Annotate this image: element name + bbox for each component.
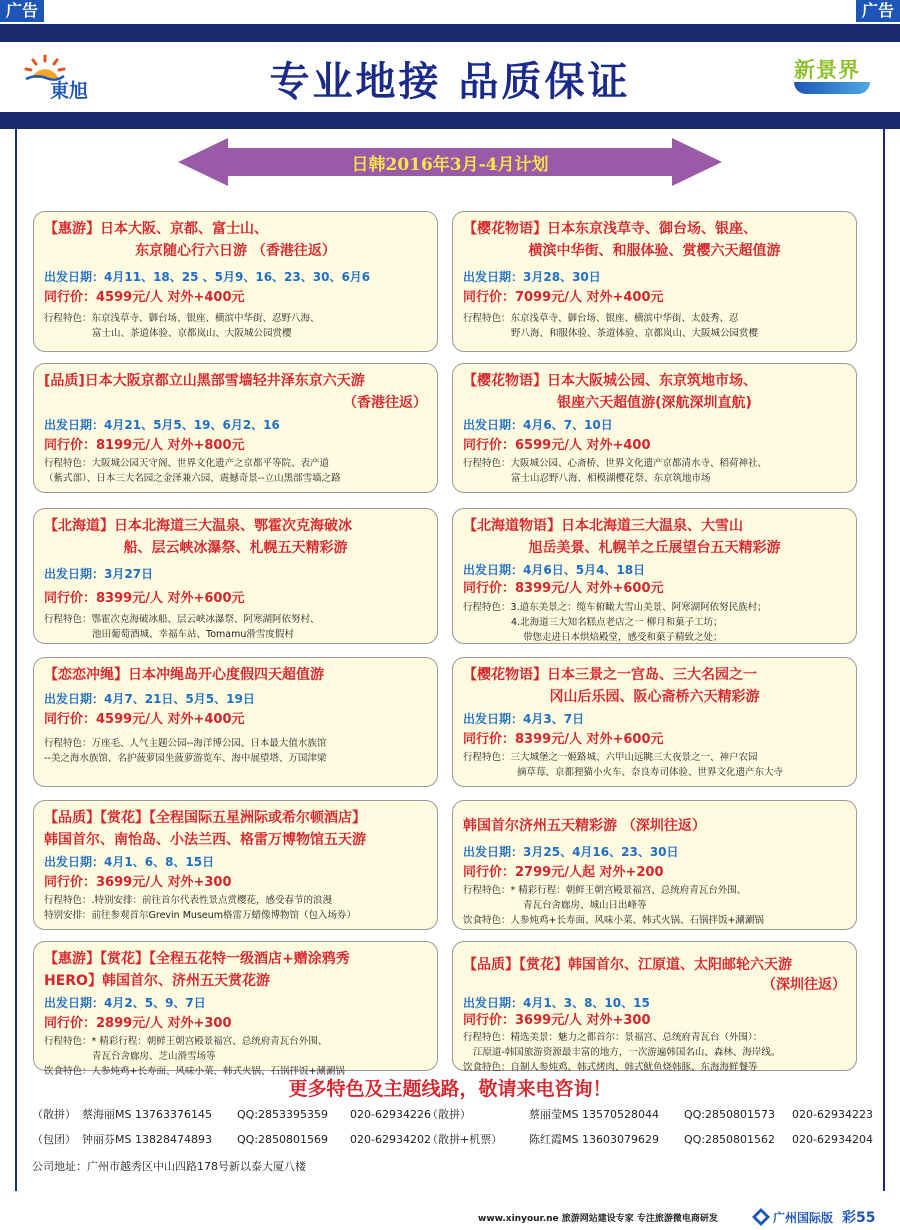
tour-title: 【惠游】【赏花】【全程五花特一级酒店+赠涂鸦秀: [44, 951, 350, 967]
tour-feature: 大阪城公园天守阁、世界文化遗产之京都平等院、表产道: [91, 458, 330, 469]
contact-category: （散拼）: [32, 1108, 76, 1121]
contact-name-phone[interactable]: 陈红霞MS 13603079629: [529, 1133, 659, 1146]
tour-title-line2: 东京随心行六日游 （香港往返）: [135, 243, 336, 259]
page-footer: [0, 1205, 900, 1230]
price-label: 同行价：: [463, 732, 516, 747]
tour-feature-line2: --美之海水族馆、名护菠萝园坐菠萝游览车、海中展望塔、万国津梁: [44, 753, 327, 764]
tour-dates: 4月7、21日、5月5、19日: [104, 692, 255, 706]
tour-card[interactable]: [33, 657, 438, 787]
tour-card[interactable]: [33, 800, 438, 930]
special-label: 特别安排：: [44, 910, 92, 921]
tour-card[interactable]: [452, 941, 857, 1071]
feature-label: 行程特色：: [44, 1036, 92, 1047]
tour-dates: 3月25、4月16、23、30日: [523, 845, 679, 859]
tour-title: 【北海道物语】日本北海道三大温泉、大雪山: [463, 518, 743, 534]
tour-title-line2: 韩国首尔、南怡岛、小法兰西、格雷万博物馆五天游: [44, 832, 366, 848]
tour-feature-line2: 青瓦台舍廊房、芝山滑雪场等: [92, 1051, 216, 1062]
tour-feature: .特别安排：前往首尔代表性景点赏樱花，感受春节的浪漫: [91, 895, 333, 906]
feature-label: 行程特色：: [463, 885, 511, 896]
contact-qq[interactable]: QQ:2850801569: [237, 1133, 329, 1146]
contact-qq[interactable]: QQ:2850801573: [684, 1108, 776, 1121]
contact-category: （散拼+机票）: [427, 1133, 503, 1146]
tour-feature-line2: 前往参观首尔Grevin Museum格雷万蜡像博物馆（包入场券）: [91, 910, 357, 921]
plan-banner: [178, 138, 722, 186]
dates-label: 出发日期：: [463, 563, 524, 577]
frame-line-left: [15, 129, 17, 1191]
tour-feature-line3: 带您走进日本烘焙殿堂，感受和菓子精致之处；: [523, 632, 723, 643]
contact-tel[interactable]: 020-62934223: [792, 1108, 873, 1121]
contact-tel[interactable]: 020-62934204: [792, 1133, 873, 1146]
food-label: 饮食特色：: [463, 1062, 511, 1073]
tour-feature-line2: 池田葡萄酒城、幸福车站、Tomamu滑雪度假村: [92, 629, 294, 640]
tour-title-line2: 银座六天超值游(深航深圳直航): [557, 395, 752, 411]
contact-list: [32, 1102, 872, 1152]
dates-label: 出发日期：: [44, 270, 105, 284]
xinjingjie-logo: [794, 54, 874, 100]
tour-title: 【品质】【赏花】【全程国际五星洲际或希尔顿酒店】: [44, 810, 366, 826]
tour-feature: * 精彩行程：朝鲜王朝宫殿景福宫、总统府青瓦台外围、: [510, 885, 747, 896]
ad-label-left: 广告: [0, 0, 44, 22]
tour-title-line2: 旭岳美景、札幌羊之丘展望台五天精彩游: [528, 540, 781, 556]
company-address: 公司地址：广州市越秀区中山四路178号新以泰大厦八楼: [32, 1160, 306, 1173]
contact-row: [32, 1102, 872, 1127]
tour-price: 4599元/人 对外+400元: [96, 712, 245, 727]
tour-title-line2: （深圳往返）: [762, 977, 846, 993]
contact-category: （包团）: [32, 1133, 76, 1146]
xinjingjie-logo-text: 新景界: [794, 58, 860, 82]
more-routes-callout: 更多特色及主题线路，敬请来电咨询！: [288, 1078, 612, 1100]
dates-label: 出发日期：: [463, 270, 524, 284]
page-header: [0, 42, 900, 112]
frame-line-right: [883, 129, 885, 1191]
price-label: 同行价：: [44, 875, 97, 890]
price-label: 同行价：: [463, 581, 516, 596]
tour-feature: 三大城堡之一姬路城、六甲山远眺三大夜景之一、神户农园: [510, 752, 758, 763]
publication-name: 广州国际版: [773, 1211, 834, 1225]
tour-dates: 4月3、7日: [523, 712, 585, 726]
publication-badge-icon: [752, 1208, 770, 1226]
tour-dates: 4月1、6、8、15日: [104, 855, 215, 869]
contact-name-phone[interactable]: 蔡海丽MS 13763376145: [82, 1108, 212, 1121]
price-label: 同行价：: [44, 438, 97, 453]
contact-name-phone[interactable]: 钟丽芬MS 13828474893: [82, 1133, 212, 1146]
tour-food: 自制人参炖鸡、韩式烤肉、韩式鱿鱼烧韩豚、东海海鲜餐等: [510, 1062, 758, 1073]
tour-card[interactable]: [33, 508, 438, 644]
tour-title-line2: 冈山后乐园、阪心斋桥六天精彩游: [549, 689, 760, 705]
page-number: 彩55: [842, 1210, 876, 1226]
tour-title: 【恋恋冲绳】日本冲绳岛开心度假四天超值游: [44, 667, 324, 683]
contact-category: （散拼）: [427, 1108, 471, 1121]
feature-label: 行程特色：: [463, 313, 511, 324]
tour-card[interactable]: [33, 941, 438, 1077]
tour-card[interactable]: [452, 363, 857, 493]
feature-label: 行程特色：: [463, 458, 511, 469]
price-label: 同行价：: [463, 865, 516, 880]
tour-feature-line2: 富士山、茶道体验、京都岚山、大阪城公园赏樱: [92, 328, 292, 339]
contact-row: [32, 1127, 872, 1152]
tour-title-line2: 船、层云峡冰瀑祭、札幌五天精彩游: [123, 540, 348, 556]
tour-feature-line2: 青瓦台舍廊房、城山日出峰等: [523, 900, 647, 911]
dates-label: 出发日期：: [463, 845, 524, 859]
tour-price: 7099元/人 对外+400元: [515, 290, 664, 305]
tour-price: 3699元/人 对外+300: [96, 875, 232, 890]
price-label: 同行价：: [44, 591, 97, 606]
tour-title: 【樱花物语】日本三景之一宫岛、三大名园之一: [463, 667, 757, 683]
contact-tel[interactable]: 020-62934202: [350, 1133, 431, 1146]
tour-title: 【樱花物语】日本东京浅草寺、御台场、银座、: [463, 221, 757, 237]
contact-tel[interactable]: 020-62934226: [350, 1108, 431, 1121]
footer-website[interactable]: www.xinyour.ne 旅游网站建设专家 专注旅游微电商研发: [478, 1214, 718, 1224]
plan-banner-text: 日韩2016年3月-4月计划: [351, 155, 549, 175]
feature-label: 行程特色：: [463, 752, 511, 763]
feature-label: 行程特色：: [44, 458, 92, 469]
price-label: 同行价：: [463, 1013, 516, 1028]
page-headline: 专业地接 品质保证: [269, 59, 631, 105]
tour-feature-line2: 野八海、和服体验、茶道体验、京都岚山、大阪城公园赏樱: [511, 328, 759, 339]
tour-price: 6599元/人 对外+400: [515, 438, 651, 453]
tour-feature: 东京浅草寺、御台场、银座、横滨中华街、忍野八海、: [91, 313, 320, 324]
wave-icon: [794, 82, 870, 94]
tour-title-line2: （香港往返）: [343, 395, 427, 411]
dates-label: 出发日期：: [44, 567, 105, 581]
contact-name-phone[interactable]: 蔡丽莹MS 13570528044: [529, 1108, 659, 1121]
tour-price: 4599元/人 对外+400元: [96, 290, 245, 305]
food-label: 饮食特色：: [463, 915, 511, 926]
header-band-top: [0, 24, 900, 42]
tour-food: 人参炖鸡+长寿面、风味小菜、韩式火锅、石锅拌饭+涮涮锅: [91, 1066, 345, 1077]
tour-title: 韩国首尔济州五天精彩游 （深圳往返）: [463, 818, 706, 834]
tour-dates: 3月27日: [104, 567, 154, 581]
feature-label: 行程特色：: [44, 614, 92, 625]
feature-label: 行程特色：: [44, 313, 92, 324]
tour-title-line2: 横滨中华街、和服体验、赏樱六天超值游: [528, 243, 781, 259]
tour-title: 【惠游】日本大阪、京都、富士山、: [44, 221, 268, 237]
tour-feature: 东京浅草寺、御台场、银座、横滨中华街、太鼓秀、忍: [510, 313, 739, 324]
contact-qq[interactable]: QQ:2850801562: [684, 1133, 776, 1146]
tour-card[interactable]: [33, 211, 438, 352]
tour-price: 8399元/人 对外+600元: [515, 732, 664, 747]
header-band-bottom: [0, 112, 900, 129]
tour-title: 【品质】【赏花】韩国首尔、江原道、太阳邮轮六天游: [463, 957, 792, 973]
tour-card[interactable]: [452, 657, 857, 787]
price-label: 同行价：: [44, 1016, 97, 1031]
tour-price: 8399元/人 对外+600元: [515, 581, 664, 596]
feature-label: 行程特色：: [44, 738, 92, 749]
tour-title-line2: HERO】韩国首尔、济州五天赏花游: [44, 973, 270, 989]
price-label: 同行价：: [463, 290, 516, 305]
food-label: 饮食特色：: [44, 1066, 92, 1077]
price-label: 同行价：: [44, 712, 97, 727]
dates-label: 出发日期：: [44, 418, 105, 432]
tour-feature: 万座毛、人气主题公园--海洋博公园、日本最大值水族馆: [91, 738, 327, 749]
tour-food: 人参炖鸡+长寿面、风味小菜、韩式火锅、石锅拌饭+涮涮锅: [510, 915, 764, 926]
price-label: 同行价：: [44, 290, 97, 305]
tour-dates: 4月21、5月5、19、6月2、16: [104, 418, 280, 432]
tour-price: 8199元/人 对外+800元: [96, 438, 245, 453]
dates-label: 出发日期：: [463, 418, 524, 432]
tour-title: 【北海道】日本北海道三大温泉、鄂霍次克海破冰: [44, 518, 352, 534]
tour-price: 8399元/人 对外+600元: [96, 591, 245, 606]
feature-label: 行程特色：: [463, 1032, 511, 1043]
dates-label: 出发日期：: [463, 712, 524, 726]
tour-feature: 3.道东美景之：缆车俯瞰大雪山美景、阿寒湖阿依努民族村；: [510, 602, 767, 613]
dates-label: 出发日期：: [463, 996, 524, 1010]
dates-label: 出发日期：: [44, 996, 105, 1010]
tour-title: [品质]日本大阪京都立山黑部雪墙轻井泽东京六天游: [44, 373, 365, 389]
tour-dates: 3月28、30日: [523, 270, 601, 284]
dates-label: 出发日期：: [44, 855, 105, 869]
contact-qq[interactable]: QQ:2853395359: [237, 1108, 329, 1121]
tour-feature-line2: 摘草莓、京都狸猫小火车、奈良寿司体验、世界文化遗产东大寺: [517, 767, 784, 778]
tour-dates: 4月6、7、10日: [523, 418, 613, 432]
tour-card[interactable]: [33, 363, 438, 493]
tour-feature: * 精彩行程：朝鲜王朝宫殿景福宫、总统府青瓦台外围、: [91, 1036, 328, 1047]
dongxu-logo-text: 東旭: [50, 80, 89, 102]
tour-feature-line2: （紫式部）、日本三大名园之金泽兼六园、震撼奇景--立山黑部雪墙之路: [44, 473, 341, 484]
tour-dates: 4月6日、5月4、18日: [523, 563, 646, 577]
tour-feature-line2: 江原道-韩国旅游资源最丰富的地方，一次游遍韩国名山、森林、海岸线。: [473, 1047, 781, 1058]
tour-dates: 4月2、5、9、7日: [104, 996, 206, 1010]
dates-label: 出发日期：: [44, 692, 105, 706]
tour-card[interactable]: [452, 800, 857, 930]
tour-feature: 精选美景：魅力之都首尔：景福宫、总统府青瓦台（外围）：: [510, 1032, 763, 1043]
tour-price: 2899元/人 对外+300: [96, 1016, 232, 1031]
tour-feature-line2: 4.北海道三大知名糕点老店之一 柳月和菓子工坊；: [511, 617, 723, 628]
tour-dates: 4月11、18、25 、5月9、16、23、30、6月6: [104, 270, 371, 284]
tour-feature-line2: 富士山忍野八海、相模湖樱花祭、东京筑地市场: [511, 473, 711, 484]
feature-label: 行程特色：: [463, 602, 511, 613]
tour-feature: 鄂霍次克海破冰船、层云峡冰瀑祭、阿寒湖阿依努村、: [91, 614, 320, 625]
tour-title: 【樱花物语】日本大阪城公园、东京筑地市场、: [463, 373, 757, 389]
tour-price: 3699元/人 对外+300: [515, 1013, 651, 1028]
tour-card[interactable]: [452, 211, 857, 352]
ad-label-right: 广告: [856, 0, 900, 22]
price-label: 同行价：: [463, 438, 516, 453]
tour-price: 2799元/人起 对外+200: [515, 865, 664, 880]
feature-label: 行程特色：: [44, 895, 92, 906]
tour-card[interactable]: [452, 508, 857, 644]
tour-feature: 大阪城公园、心斋桥、世界文化遗产京都清水寺、稻荷神社、: [510, 458, 768, 469]
tour-dates: 4月1、3、8、10、15: [523, 996, 650, 1010]
